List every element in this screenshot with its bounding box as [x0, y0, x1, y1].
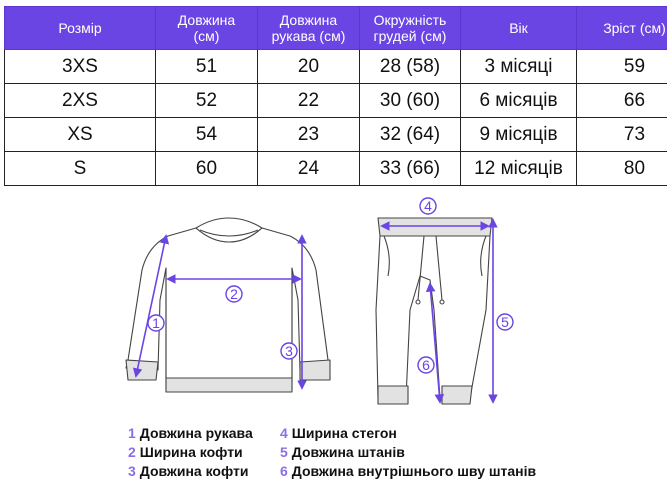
header-sleeve-length [258, 7, 360, 50]
marker-1 [148, 315, 164, 331]
header-chest-line2: грудей (см) [373, 28, 447, 44]
table-cell: 23 [258, 118, 360, 152]
table-cell: 12 місяців [461, 152, 577, 186]
legend-number: 1 [128, 425, 136, 441]
header-size [5, 7, 156, 50]
table-cell: 73 [577, 118, 667, 152]
legend-column-right [280, 424, 536, 481]
table-cell: S [5, 152, 156, 186]
table-cell: 54 [156, 118, 258, 152]
legend-number: 2 [128, 444, 136, 460]
table-cell: 33 (66) [360, 152, 461, 186]
table-cell: 28 (58) [360, 50, 461, 84]
sweatshirt-illustration [126, 218, 330, 392]
legend-item [128, 424, 253, 443]
table-cell: 30 (60) [360, 84, 461, 118]
measurement-legend [128, 424, 648, 482]
garment-diagram-svg [0, 190, 667, 422]
header-height-label: Зріст (см) [603, 20, 666, 36]
pants-illustration [376, 218, 492, 404]
garment-diagram [0, 190, 667, 422]
legend-number: 5 [280, 444, 288, 460]
table-cell: 51 [156, 50, 258, 84]
marker-2-label: 2 [230, 286, 238, 302]
table-cell: 22 [258, 84, 360, 118]
header-size-label: Розмір [58, 20, 102, 36]
marker-1-label: 1 [152, 315, 160, 331]
header-height [577, 7, 667, 50]
table-cell: 2XS [5, 84, 156, 118]
table-row [5, 50, 667, 84]
header-sleeve-line2: рукава (см) [271, 28, 346, 44]
header-age [461, 7, 577, 50]
legend-item [128, 462, 253, 481]
marker-6 [418, 357, 434, 373]
table-cell: XS [5, 118, 156, 152]
legend-number: 4 [280, 425, 288, 441]
marker-2 [226, 286, 242, 302]
header-length-line1: Довжина [177, 12, 236, 28]
legend-text: Довжина кофти [139, 463, 249, 479]
legend-text: Ширина кофти [139, 444, 243, 460]
header-chest [360, 7, 461, 50]
table-row [5, 118, 667, 152]
table-cell: 32 (64) [360, 118, 461, 152]
table-cell: 52 [156, 84, 258, 118]
marker-4 [420, 198, 436, 214]
legend-item [280, 424, 536, 443]
header-length [156, 7, 258, 50]
table-cell: 3 місяці [461, 50, 577, 84]
marker-6-label: 6 [422, 357, 430, 373]
marker-5 [497, 314, 513, 330]
marker-3-label: 3 [285, 343, 293, 359]
header-sleeve-line1: Довжина [279, 12, 338, 28]
marker-3 [281, 343, 297, 359]
legend-item [280, 462, 536, 481]
legend-text: Довжина рукава [139, 425, 253, 441]
header-length-line2: (см) [193, 28, 220, 44]
legend-item [280, 443, 536, 462]
legend-text: Ширина стегон [291, 425, 397, 441]
table-cell: 66 [577, 84, 667, 118]
table-cell: 3XS [5, 50, 156, 84]
table-cell: 20 [258, 50, 360, 84]
marker-5-label: 5 [501, 314, 509, 330]
header-age-label: Вік [509, 20, 528, 36]
table-cell: 60 [156, 152, 258, 186]
marker-4-label: 4 [424, 198, 432, 214]
table-header-row [5, 7, 667, 50]
table-cell: 6 місяців [461, 84, 577, 118]
table-cell: 59 [577, 50, 667, 84]
legend-column-left [128, 424, 253, 481]
table-cell: 24 [258, 152, 360, 186]
table-row [5, 152, 667, 186]
size-table [4, 6, 667, 186]
legend-number: 6 [280, 463, 288, 479]
table-row [5, 84, 667, 118]
legend-text: Довжина внутрішнього шву штанів [291, 463, 537, 479]
table-cell: 9 місяців [461, 118, 577, 152]
header-chest-line1: Окружність [373, 12, 447, 28]
legend-number: 3 [128, 463, 136, 479]
legend-text: Довжина штанів [291, 444, 405, 460]
legend-item [128, 443, 253, 462]
table-cell: 80 [577, 152, 667, 186]
